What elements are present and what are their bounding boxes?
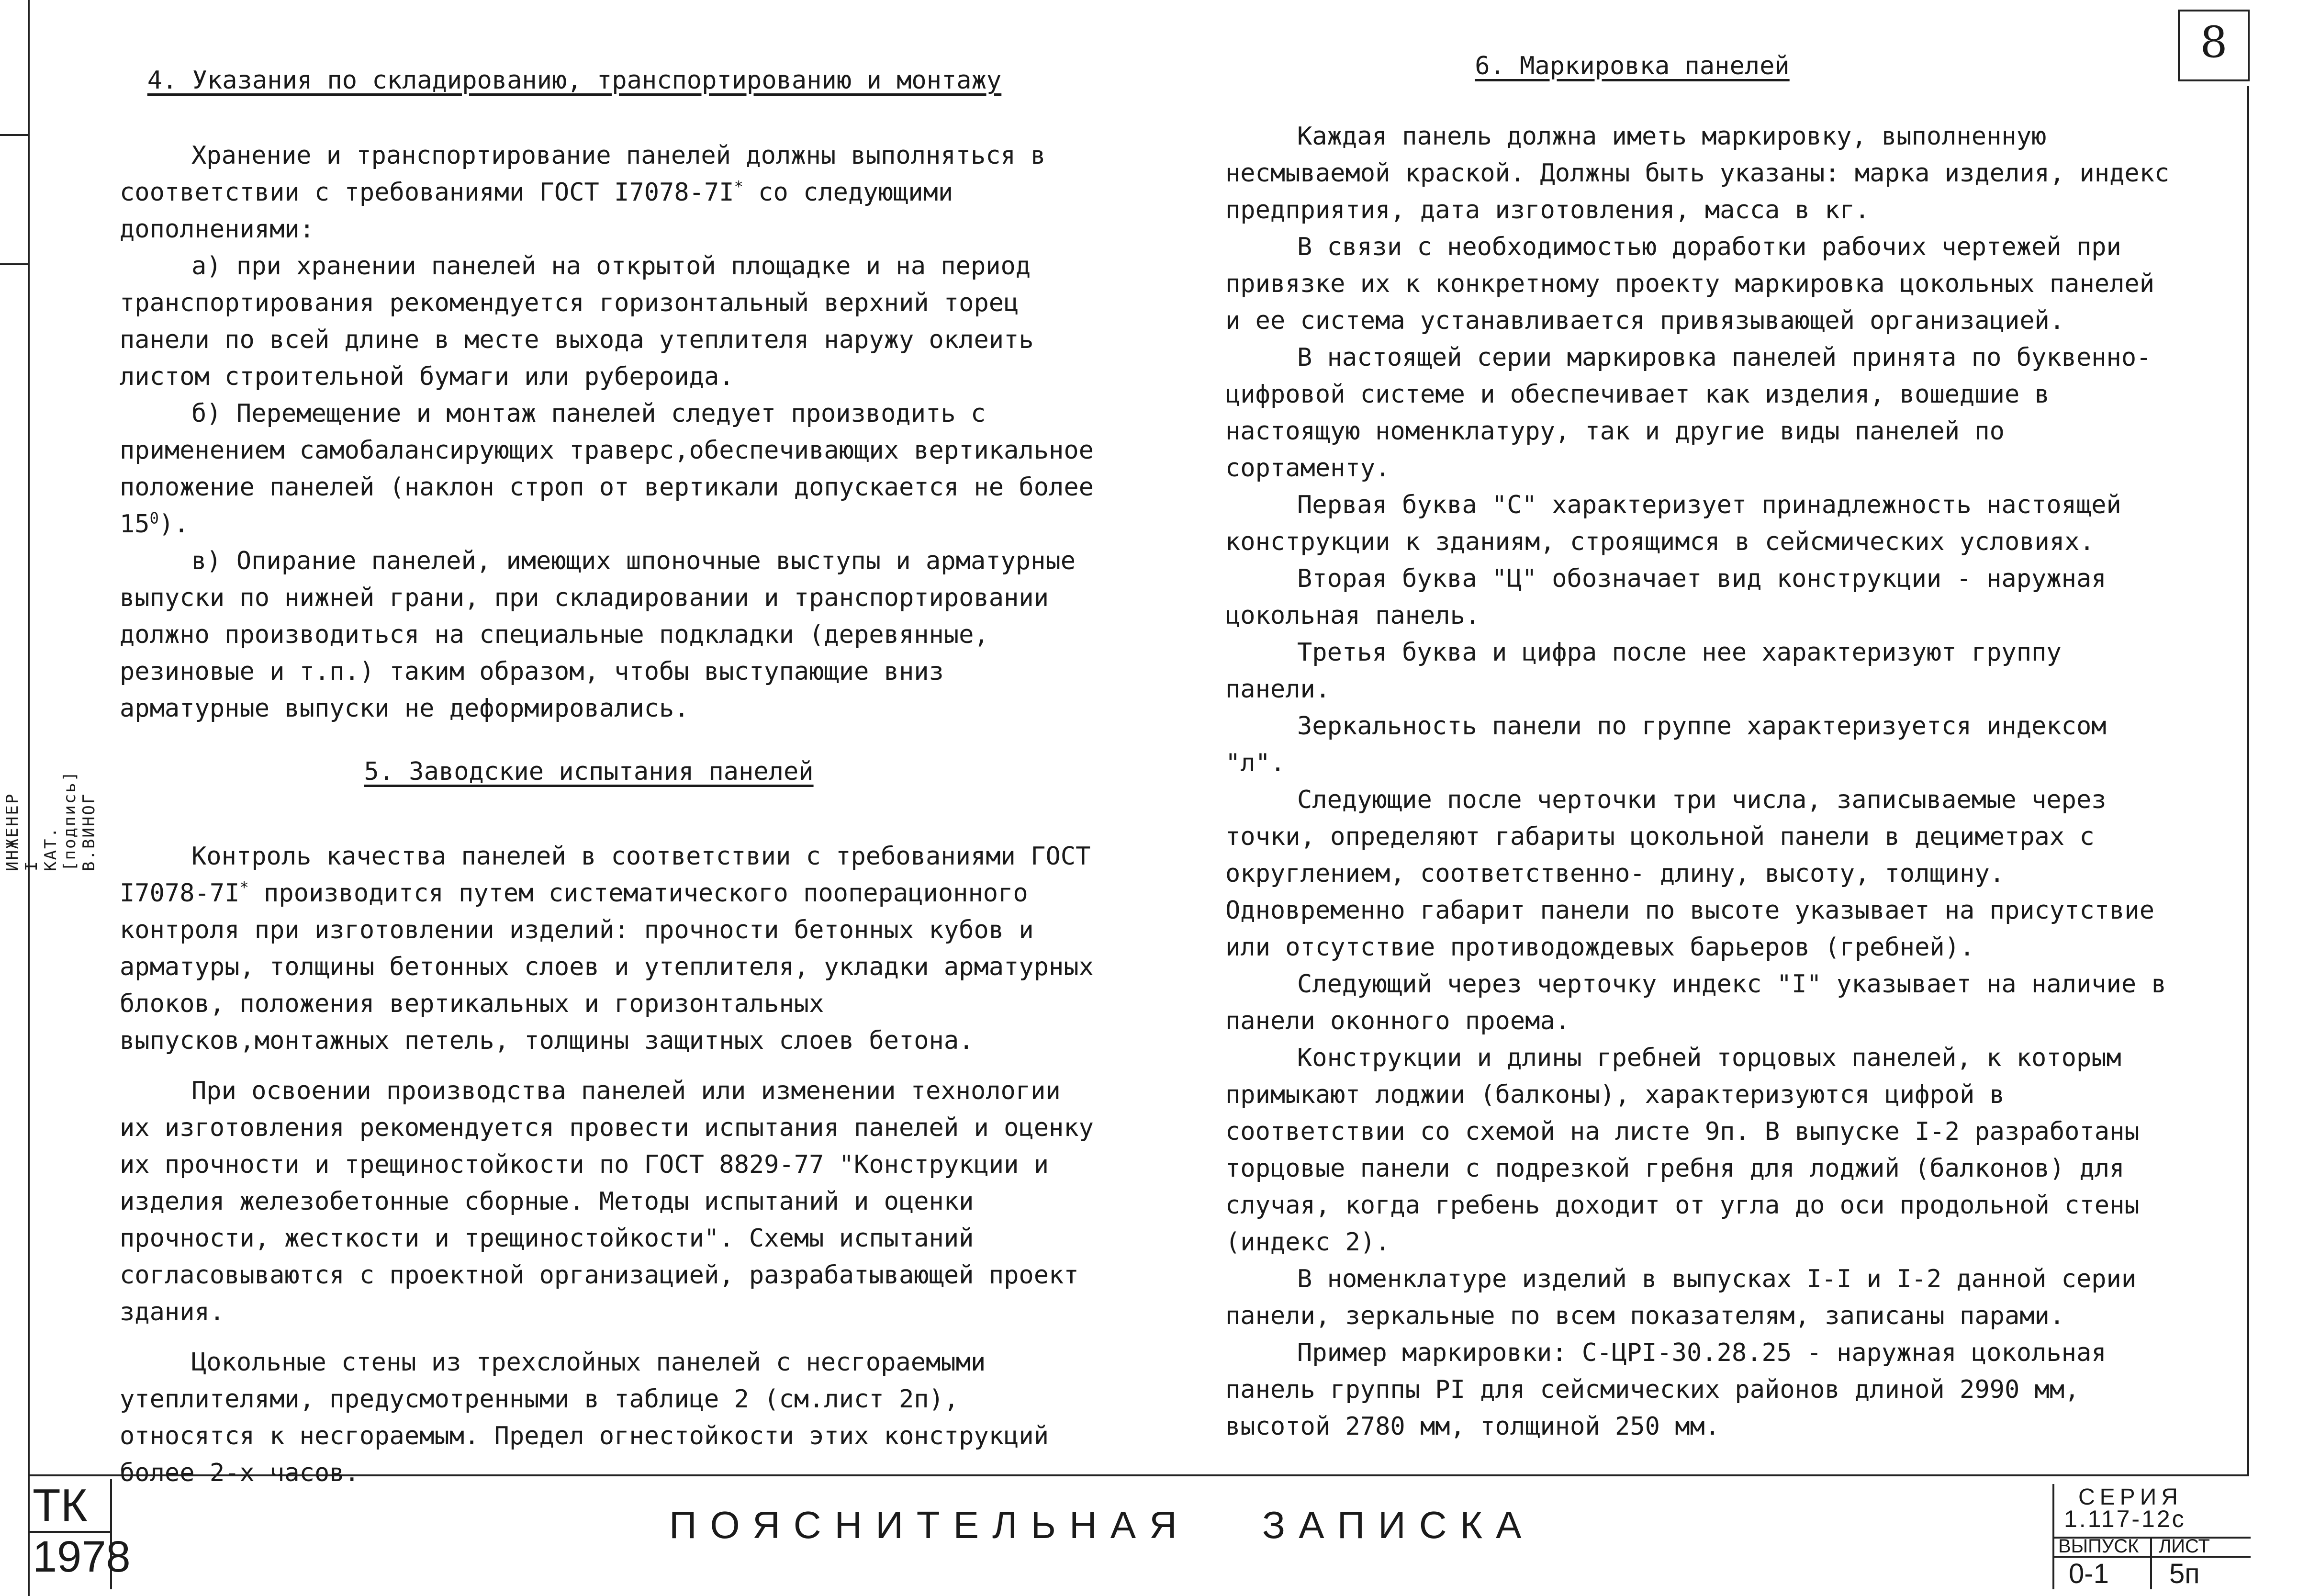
right-column bbox=[1225, 48, 2173, 1445]
sheet-label: ЛИСТ bbox=[2159, 1536, 2210, 1557]
side-stamp bbox=[0, 134, 30, 881]
section-4-item-c: в) Опирание панелей, имеющих шпоночные выступы и арматурные выпуски по нижней грани, при складировании и транспортировании должно производиться на специальные подкладки (деревянные, резиновые и т.п.) таким образом, чтобы выступающие вниз арматурные выпуски не деформировались. bbox=[120, 547, 1076, 723]
stamp-divider bbox=[2150, 1537, 2152, 1589]
section-4-text: Хранение и транспортирование панелей должны выполняться в соответствии с требованиями ГОСТ I7078-7I bbox=[120, 141, 1046, 207]
section-5-text: производится путем систематического пооперационного контроля при изготовлении изделий: прочности бетонных кубов и арматуры, толщины бетонных слоев и утеплителя, укладки арматурных блоков, положения вертикальных и горизонтальных выпусков,монтажных петель, толщины защитных слоев бетона. bbox=[120, 879, 1094, 1055]
superscript: * bbox=[239, 878, 249, 897]
section-6-paragraph: Вторая буква "Ц" обозначает вид конструкции - наружная цокольная панель. bbox=[1225, 564, 2107, 630]
sheet-number: 8 bbox=[2178, 10, 2250, 81]
section-6-paragraph: В номенклатуре изделий в выпусках I-I и I-2 данной серии панели, зеркальные по всем показателям, записаны парами. bbox=[1225, 1265, 2137, 1330]
series-label: СЕРИЯ bbox=[2078, 1484, 2183, 1510]
section-5-paragraph: При освоении производства панелей или изменении технологии их изготовления рекомендуется провести испытания панелей и оценку их прочности и трещиностойкости по ГОСТ 8829-77 "Конструкции и изделия железобетонные сборные. Методы испытаний и оценки прочности, жесткости и трещиностойкости". Схемы испытаний согласовываются с проектной организацией, разрабатывающей проект здания. bbox=[120, 1077, 1094, 1326]
section-6-paragraph: В связи с необходимостью доработки рабочих чертежей при привязке их к конкретному проекту маркировка цокольных панелей и ее система устанавливается привязывающей организацией. bbox=[1225, 233, 2155, 335]
tk-stamp bbox=[28, 1479, 131, 1589]
section-6-paragraph: Первая буква "С" характеризует принадлежность настоящей конструкции к зданиям, строящимся в сейсмических условиях. bbox=[1225, 491, 2121, 556]
issue-value: 0-1 bbox=[2069, 1558, 2109, 1589]
section-5-paragraph bbox=[120, 838, 1096, 1059]
section-4-text: со следующими дополнениями: bbox=[120, 178, 953, 244]
side-stamp-text: ИНЖЕНЕР I КАТ. [подпись] В.ВИНОГ bbox=[3, 770, 99, 871]
section-4-heading-text: 4. Указания по складированию, транспортированию и монтажу bbox=[147, 66, 1002, 95]
series-value: 1.117-12с bbox=[2064, 1506, 2186, 1532]
frame-right-border bbox=[2247, 86, 2249, 1474]
document-title-word: ПОЯСНИТЕЛЬНАЯ bbox=[669, 1504, 1190, 1546]
section-6-heading-text: 6. Маркировка панелей bbox=[1475, 52, 1790, 80]
section-6-heading bbox=[1091, 48, 2173, 85]
degree-superscript: 0 bbox=[149, 509, 159, 528]
document-title-word: ЗАПИСКА bbox=[1262, 1504, 1535, 1546]
section-4-item-b-end: ). bbox=[158, 510, 189, 539]
section-6-paragraph: Третья буква и цифра после нее характеризуют группу панели. bbox=[1225, 638, 2062, 704]
section-6-paragraph: Зеркальность панели по группе характеризуется индексом "л". bbox=[1225, 712, 2107, 777]
side-stamp-line bbox=[0, 263, 29, 265]
section-4-item-b-text: б) Перемещение и монтаж панелей следует производить с применением самобалансирующих траверс,обеспечивающих вертикальное положение панелей (наклон строп от вертикали допускается не более 15 bbox=[120, 399, 1094, 539]
section-4-heading bbox=[53, 62, 1096, 99]
tk-code: ТК bbox=[33, 1480, 88, 1531]
section-4-item-a: а) при хранении панелей на открытой площадке и на период транспортирования рекомендуется горизонтальный верхний торец панели по всей длине в месте выхода утеплителя наружу оклеить листом строительной бумаги или рубероида. bbox=[120, 252, 1034, 391]
tk-year: 1978 bbox=[33, 1532, 131, 1581]
title-block bbox=[28, 1474, 2249, 1596]
section-5-paragraph: Цокольные стены из трехслойных панелей с несгораемыми утеплителями, предусмотренными в таблице 2 (см.лист 2п), относятся к несгораемым. Предел огнестойкости этих конструкций более 2-х часов. bbox=[120, 1348, 1049, 1487]
section-6-paragraph: Следующие после черточки три числа, записываемые через точки, определяют габариты цокольной панели в дециметрах с округлением, соответственно- длину, высоту, толщину. Одновременно габарит панели по высоте указывает на присутствие или отсутствие противодождевых барьеров (гребней). bbox=[1225, 786, 2155, 962]
section-5-text: Контроль качества панелей в соответствии с требованиями ГОСТ I7078-7I bbox=[120, 842, 1091, 908]
section-6-paragraph: Конструкции и длины гребней торцовых панелей, к которым примыкают лоджии (балконы), характеризуются цифрой в соответствии со схемой на листе 9п. В выпуске I-2 разработаны торцовые панели с подрезкой гребня для лоджий (балконов) для случая, когда гребень доходит от угла до оси продольной стены (индекс 2). bbox=[1225, 1044, 2140, 1257]
section-6-paragraph: В настоящей серии маркировка панелей принята по буквенно-цифровой системе и обеспечивает как изделия, вошедшие в настоящую номенклатуру, так и другие виды панелей по сортаменту. bbox=[1225, 343, 2152, 483]
section-4-item-b bbox=[120, 395, 1096, 543]
document-title bbox=[669, 1503, 1535, 1547]
section-5-heading bbox=[81, 753, 1096, 790]
section-6-paragraph: Следующий через черточку индекс "I" указывает на наличие в панели оконного проема. bbox=[1225, 970, 2166, 1035]
section-4-paragraph bbox=[120, 137, 1096, 248]
section-6-paragraph: Пример маркировки: С-ЦРI-30.28.25 - наружная цокольная панель группы PI для сейсмических районов длиной 2990 мм, высотой 2780 мм, толщиной 250 мм. bbox=[1225, 1338, 2107, 1441]
left-column bbox=[120, 62, 1096, 1492]
side-stamp-line bbox=[0, 134, 29, 136]
section-5-heading-text: 5. Заводские испытания панелей bbox=[364, 757, 814, 786]
issue-label: ВЫПУСК bbox=[2058, 1536, 2139, 1557]
section-6-paragraph: Каждая панель должна иметь маркировку, выполненную несмываемой краской. Должны быть указаны: марка изделия, индекс предприятия, дата изготовления, масса в кг. bbox=[1225, 122, 2170, 225]
sheet-value: 5п bbox=[2169, 1558, 2200, 1589]
series-stamp bbox=[2052, 1484, 2251, 1589]
superscript: * bbox=[734, 177, 743, 196]
